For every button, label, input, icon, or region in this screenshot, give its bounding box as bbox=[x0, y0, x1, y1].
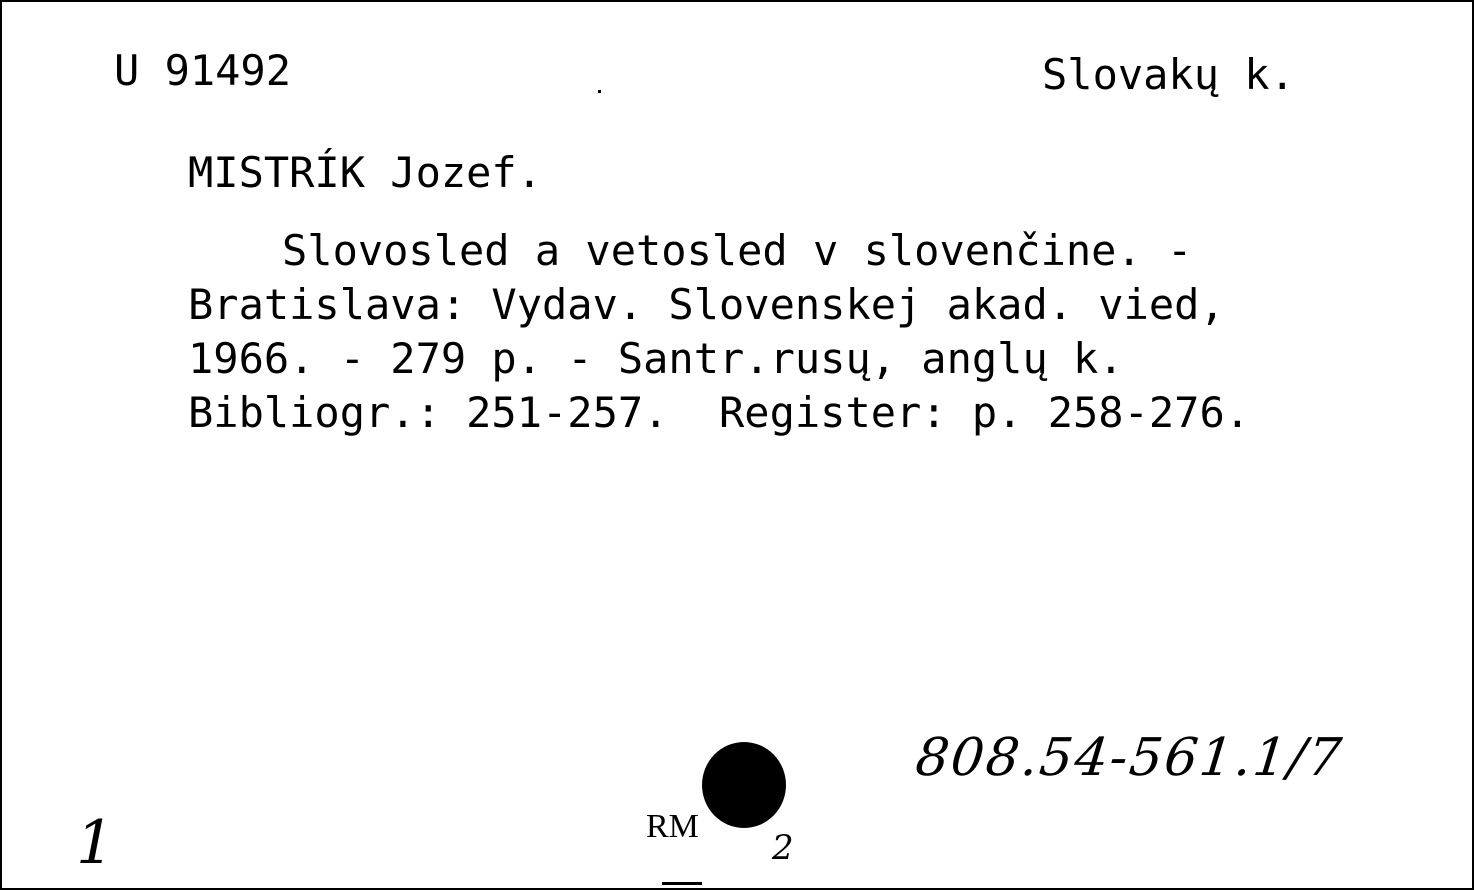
subject-heading: Slovakų k. bbox=[1042, 50, 1295, 99]
description-line-bibliography: Bibliogr.: 251-257. Register: p. 258-276. bbox=[188, 388, 1251, 437]
description-line-pages: 1966. - 279 p. - Santr.rusų, anglų k. bbox=[188, 334, 1124, 383]
description-line-title: Slovosled a vetosled v slovenčine. - bbox=[282, 226, 1193, 275]
edge-mark bbox=[662, 882, 702, 885]
ink-dot-mark bbox=[702, 742, 786, 828]
author-heading: MISTRÍK Jozef. bbox=[188, 148, 543, 197]
call-number: U 91492 bbox=[114, 46, 292, 95]
handwritten-shelf-mark: 808.54-561.1/7 bbox=[912, 728, 1347, 788]
ink-speck bbox=[598, 90, 601, 93]
handwritten-copy-number: 1 bbox=[76, 808, 115, 878]
handwritten-sub-number: 2 bbox=[772, 828, 794, 868]
description-line-publisher: Bratislava: Vydav. Slovenskej akad. vied, bbox=[188, 280, 1225, 329]
rm-stamp: RM bbox=[646, 808, 699, 845]
